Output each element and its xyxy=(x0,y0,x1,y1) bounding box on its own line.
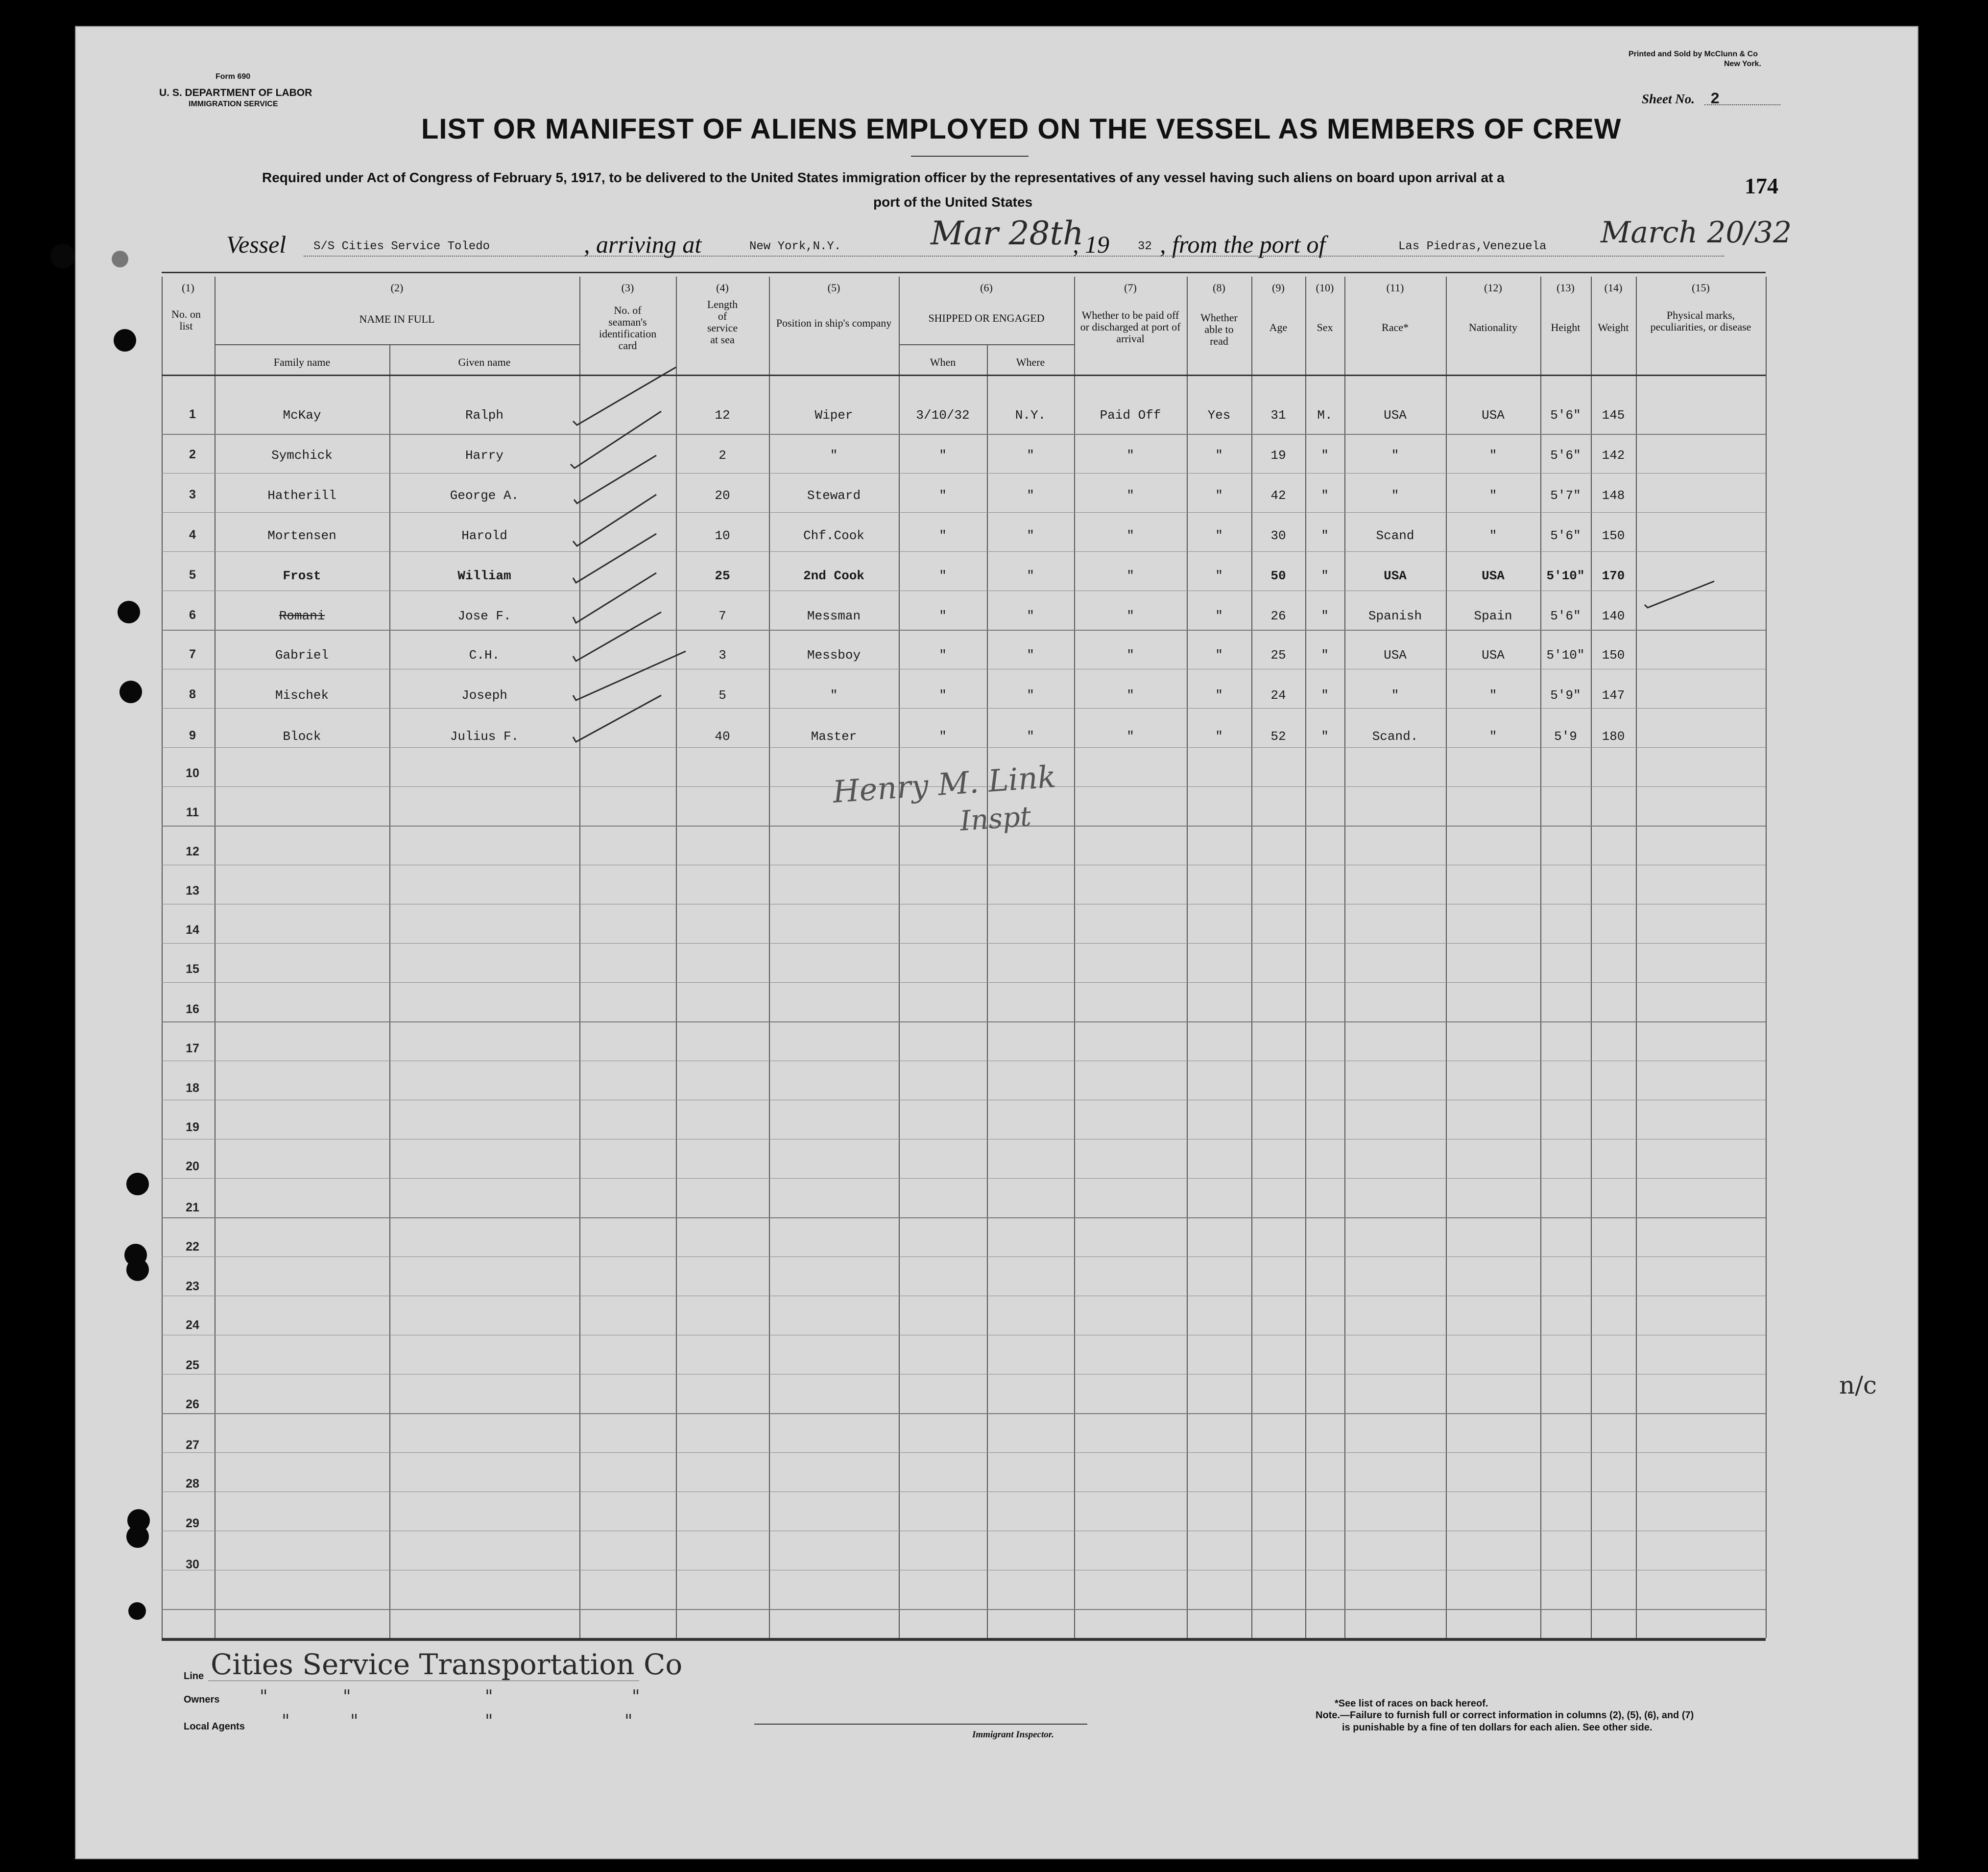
owners-ditto: " xyxy=(485,1687,493,1707)
age-cell: 25 xyxy=(1270,648,1286,663)
column-divider xyxy=(1251,277,1252,1638)
header-given-name: Given name xyxy=(458,356,511,368)
row-number: 21 xyxy=(186,1201,199,1214)
race-cell: Scand. xyxy=(1372,729,1418,744)
able-to-read-cell: " xyxy=(1215,488,1223,503)
family-name-cell: Romani xyxy=(279,609,325,623)
inspector-signature: Henry M. Link xyxy=(832,758,1057,810)
header-id-card: No. of seaman's identification card xyxy=(599,304,657,352)
height-cell: 5'9" xyxy=(1550,688,1581,703)
weight-cell: 147 xyxy=(1602,688,1625,703)
nationality-cell: " xyxy=(1489,488,1497,503)
column-divider xyxy=(1766,277,1767,1638)
vessel-label: Vessel xyxy=(226,231,287,258)
race-cell: " xyxy=(1391,448,1399,463)
row-number: 14 xyxy=(186,923,199,937)
shipped-where-cell: " xyxy=(1027,609,1034,623)
weight-cell: 170 xyxy=(1602,569,1625,583)
page-title: LIST OR MANIFEST OF ALIENS EMPLOYED ON THE VESSEL AS MEMBERS OF CREW xyxy=(421,113,1622,145)
row-number: 23 xyxy=(186,1280,199,1293)
agents-ditto: " xyxy=(282,1711,290,1731)
nationality-cell: " xyxy=(1489,448,1497,463)
margin-mark: n/c xyxy=(1839,1371,1877,1399)
agents-ditto: " xyxy=(485,1711,493,1731)
race-cell: Spanish xyxy=(1368,609,1422,623)
row-number: 24 xyxy=(186,1318,199,1332)
column-divider xyxy=(1187,277,1188,1638)
sex-cell: " xyxy=(1321,688,1329,703)
length-service-cell: 2 xyxy=(719,448,726,463)
family-name-cell: Hatherill xyxy=(267,488,336,503)
shipped-when-cell: " xyxy=(939,528,947,543)
position-cell: Messman xyxy=(807,609,861,623)
nationality-cell: USA xyxy=(1482,408,1505,423)
age-cell: 30 xyxy=(1270,528,1286,543)
header-subrule xyxy=(899,344,1074,345)
sheet-underline xyxy=(1704,104,1780,105)
nationality-cell: " xyxy=(1489,528,1497,543)
punch-hole xyxy=(118,601,140,623)
vessel-underline xyxy=(304,256,1724,257)
footer-rule xyxy=(162,1638,1766,1639)
row-divider xyxy=(162,1217,1766,1218)
row-divider xyxy=(162,747,1766,748)
height-cell: 5'6" xyxy=(1550,448,1581,463)
position-cell: Chf.Cook xyxy=(803,528,864,543)
printer-label: Printed and Sold by McClunn & Co xyxy=(1629,50,1758,58)
from-port-label: , from the port of xyxy=(1160,231,1326,258)
departure-date: March 20/32 xyxy=(1601,215,1792,250)
nationality-cell: Spain xyxy=(1474,609,1512,623)
able-to-read-cell: " xyxy=(1215,688,1223,703)
shipped-where-cell: " xyxy=(1027,648,1034,663)
service-label: IMMIGRATION SERVICE xyxy=(189,100,278,108)
age-cell: 19 xyxy=(1270,448,1286,463)
weight-cell: 142 xyxy=(1602,448,1625,463)
local-agents-label: Local Agents xyxy=(184,1721,245,1732)
column-number: (4) xyxy=(716,282,729,294)
row-number: 8 xyxy=(189,687,196,701)
column-divider xyxy=(1540,277,1541,1638)
family-name-cell: Mortensen xyxy=(267,528,336,543)
sex-cell: " xyxy=(1321,448,1329,463)
column-number: (9) xyxy=(1272,282,1285,294)
header-length-service: Length of service at sea xyxy=(707,298,738,346)
race-cell: " xyxy=(1391,688,1399,703)
sex-cell: " xyxy=(1321,569,1329,583)
row-number: 15 xyxy=(186,962,199,976)
vessel-name: S/S Cities Service Toledo xyxy=(313,240,490,253)
height-cell: 5'6" xyxy=(1550,408,1581,423)
family-name-cell: Symchick xyxy=(271,448,333,463)
length-service-cell: 10 xyxy=(715,528,730,543)
punch-hole xyxy=(50,244,75,268)
column-number: (3) xyxy=(621,282,634,294)
row-number: 3 xyxy=(189,488,196,501)
row-number: 30 xyxy=(186,1558,199,1571)
inspector-label: Immigrant Inspector. xyxy=(972,1730,1054,1740)
position-cell: " xyxy=(830,688,838,703)
line-label: Line xyxy=(184,1671,204,1682)
weight-cell: 148 xyxy=(1602,488,1625,503)
races-note: *See list of races on back hereof. xyxy=(1335,1698,1488,1709)
column-number: (6) xyxy=(980,282,993,294)
header-shipped-engaged: SHIPPED OR ENGAGED xyxy=(928,312,1045,324)
row-number: 22 xyxy=(186,1240,199,1254)
row-divider xyxy=(162,512,1766,513)
sex-cell: " xyxy=(1321,488,1329,503)
owners-ditto: " xyxy=(343,1687,351,1707)
column-number: (12) xyxy=(1484,282,1502,294)
punch-hole xyxy=(126,1525,149,1548)
length-service-cell: 3 xyxy=(719,648,726,663)
sex-cell: M. xyxy=(1317,408,1333,423)
shipped-where-cell: " xyxy=(1027,729,1034,744)
row-number: 19 xyxy=(186,1120,199,1134)
given-name-cell: C.H. xyxy=(469,648,500,663)
crew-table xyxy=(162,272,1766,1641)
row-number: 13 xyxy=(186,884,199,898)
subtitle-line1: Required under Act of Congress of February 5, 1917, to be delivered to the United States immigration officer by the representatives of any vessel having such aliens on board upon arrival at a xyxy=(262,170,1505,185)
nationality-cell: USA xyxy=(1482,569,1505,583)
departure-port: Las Piedras,Venezuela xyxy=(1398,240,1547,253)
paid-off-cell: " xyxy=(1126,488,1134,503)
header-paid-off: Whether to be paid off or discharged at port of arrival xyxy=(1080,309,1181,345)
column-number: (7) xyxy=(1124,282,1137,294)
paid-off-cell: " xyxy=(1126,569,1134,583)
shipped-when-cell: " xyxy=(939,448,947,463)
header-age: Age xyxy=(1269,321,1288,333)
punch-hole xyxy=(128,1602,146,1620)
row-number: 28 xyxy=(186,1477,199,1491)
row-divider xyxy=(162,943,1766,944)
height-cell: 5'9 xyxy=(1554,729,1577,744)
physical-marks-check xyxy=(1641,575,1719,615)
title-rule xyxy=(911,156,1029,157)
given-name-cell: Harold xyxy=(461,528,507,543)
row-divider xyxy=(162,434,1766,435)
row-divider xyxy=(162,1413,1766,1414)
race-cell: USA xyxy=(1384,408,1407,423)
age-cell: 31 xyxy=(1270,408,1286,423)
row-divider xyxy=(162,551,1766,552)
arrival-date: Mar 28th xyxy=(931,214,1084,252)
paid-off-cell: " xyxy=(1126,729,1134,744)
weight-cell: 150 xyxy=(1602,648,1625,663)
paid-off-cell: " xyxy=(1126,528,1134,543)
shipped-where-cell: " xyxy=(1027,569,1034,583)
sex-cell: " xyxy=(1321,528,1329,543)
column-number: (5) xyxy=(827,282,840,294)
column-divider xyxy=(162,277,163,1638)
height-cell: 5'7" xyxy=(1550,488,1581,503)
line-value: Cities Service Transportation Co xyxy=(211,1648,683,1681)
row-number: 18 xyxy=(186,1081,199,1095)
row-number: 29 xyxy=(186,1517,199,1530)
row-divider xyxy=(162,1452,1766,1453)
weight-cell: 180 xyxy=(1602,729,1625,744)
length-service-cell: 25 xyxy=(715,569,730,583)
punch-hole xyxy=(120,681,142,703)
form-number: Form 690 xyxy=(216,72,251,81)
age-cell: 24 xyxy=(1270,688,1286,703)
shipped-when-cell: " xyxy=(939,609,947,623)
weight-cell: 150 xyxy=(1602,528,1625,543)
header-physical-marks: Physical marks, peculiarities, or disease xyxy=(1650,309,1751,333)
given-name-cell: George A. xyxy=(450,488,519,503)
family-name-cell: Block xyxy=(283,729,321,744)
position-cell: Wiper xyxy=(814,408,853,423)
row-number: 2 xyxy=(189,448,196,461)
header-position: Position in ship's company xyxy=(776,317,892,329)
row-divider xyxy=(162,1178,1766,1179)
row-divider xyxy=(162,982,1766,983)
owners-ditto: " xyxy=(632,1687,640,1707)
punch-hole xyxy=(114,329,136,352)
sex-cell: " xyxy=(1321,609,1329,623)
position-cell: 2nd Cook xyxy=(803,569,864,583)
position-cell: Steward xyxy=(807,488,861,503)
column-number: (10) xyxy=(1316,282,1334,294)
age-cell: 42 xyxy=(1270,488,1286,503)
given-name-cell: Harry xyxy=(465,448,503,463)
sex-cell: " xyxy=(1321,648,1329,663)
agents-ditto: " xyxy=(624,1711,633,1731)
header-bottom-rule xyxy=(162,375,1766,376)
age-cell: 26 xyxy=(1270,609,1286,623)
height-cell: 5'10" xyxy=(1546,648,1585,663)
race-cell: USA xyxy=(1384,648,1407,663)
length-service-cell: 20 xyxy=(715,488,730,503)
position-cell: Master xyxy=(811,729,857,744)
length-service-cell: 40 xyxy=(715,729,730,744)
checkmarks xyxy=(563,353,710,754)
row-number: 16 xyxy=(186,1002,199,1016)
row-number: 25 xyxy=(186,1358,199,1372)
column-divider xyxy=(1344,277,1345,1638)
penalty-note-line2: is punishable by a fine of ten dollars for each alien. See other side. xyxy=(1342,1722,1653,1733)
header-no-on-list: No. on list xyxy=(171,308,201,332)
shipped-when-cell: " xyxy=(939,569,947,583)
header-race: Race* xyxy=(1382,321,1409,333)
shipped-where-cell: N.Y. xyxy=(1015,408,1046,423)
arriving-port: New York,N.Y. xyxy=(749,240,841,253)
row-divider xyxy=(162,708,1766,709)
family-name-cell: Mischek xyxy=(275,688,329,703)
department-label: U. S. DEPARTMENT OF LABOR xyxy=(159,87,312,98)
header-height: Height xyxy=(1551,321,1581,333)
row-number: 4 xyxy=(189,528,196,542)
row-number: 6 xyxy=(189,608,196,622)
header-nationality: Nationality xyxy=(1469,321,1517,333)
nationality-cell: USA xyxy=(1482,648,1505,663)
paid-off-cell: " xyxy=(1126,448,1134,463)
height-cell: 5'6" xyxy=(1550,528,1581,543)
penalty-note-line1: Note.—Failure to furnish full or correct information in columns (2), (5), (6), and (7) xyxy=(1316,1710,1694,1721)
length-service-cell: 5 xyxy=(719,688,726,703)
row-number: 7 xyxy=(189,647,196,661)
punch-hole xyxy=(126,1258,149,1281)
owners-ditto: " xyxy=(260,1687,268,1707)
able-to-read-cell: " xyxy=(1215,448,1223,463)
owners-label: Owners xyxy=(184,1694,220,1705)
age-cell: 50 xyxy=(1270,569,1286,583)
header-where: Where xyxy=(1016,356,1045,368)
given-name-cell: Joseph xyxy=(461,688,507,703)
column-number: (13) xyxy=(1557,282,1575,294)
able-to-read-cell: " xyxy=(1215,528,1223,543)
column-number: (1) xyxy=(182,282,194,294)
column-divider xyxy=(215,277,216,1638)
row-divider xyxy=(162,473,1766,474)
row-number: 9 xyxy=(189,729,196,742)
shipped-when-cell: " xyxy=(939,688,947,703)
punch-hole xyxy=(112,251,128,267)
header-able-to-read: Whether able to read xyxy=(1200,311,1238,347)
row-divider xyxy=(162,630,1766,631)
column-divider xyxy=(899,277,900,1638)
row-number: 11 xyxy=(186,806,199,819)
given-name-cell: Ralph xyxy=(465,408,503,423)
shipped-where-cell: " xyxy=(1027,488,1034,503)
header-sex: Sex xyxy=(1317,321,1333,333)
header-when: When xyxy=(930,356,956,368)
header-name-in-full: NAME IN FULL xyxy=(359,313,435,325)
year-value: 32 xyxy=(1138,240,1152,253)
row-number: 5 xyxy=(189,568,196,582)
height-cell: 5'10" xyxy=(1546,569,1585,583)
sheet-number: 2 xyxy=(1710,90,1720,108)
row-divider xyxy=(162,1609,1766,1610)
row-number: 12 xyxy=(186,845,199,858)
age-cell: 52 xyxy=(1270,729,1286,744)
sheet-label: Sheet No. xyxy=(1642,92,1695,106)
able-to-read-cell: " xyxy=(1215,569,1223,583)
shipped-when-cell: " xyxy=(939,488,947,503)
column-number: (14) xyxy=(1604,282,1623,294)
race-cell: USA xyxy=(1384,569,1407,583)
given-name-cell: Julius F. xyxy=(450,729,519,744)
arriving-label: , arriving at xyxy=(584,231,702,258)
row-number: 27 xyxy=(186,1438,199,1452)
weight-cell: 140 xyxy=(1602,609,1625,623)
shipped-when-cell: " xyxy=(939,729,947,744)
inspector-line xyxy=(754,1724,1087,1725)
column-number: (2) xyxy=(390,282,404,294)
able-to-read-cell: " xyxy=(1215,648,1223,663)
position-cell: Messboy xyxy=(807,648,861,663)
able-to-read-cell: " xyxy=(1215,609,1223,623)
paid-off-cell: Paid Off xyxy=(1100,408,1161,423)
given-name-cell: Jose F. xyxy=(457,609,511,623)
header-weight: Weight xyxy=(1598,321,1629,333)
column-divider xyxy=(1591,277,1592,1638)
agents-ditto: " xyxy=(350,1711,359,1731)
row-number: 26 xyxy=(186,1398,199,1411)
printer-city: New York. xyxy=(1724,60,1761,68)
row-number: 1 xyxy=(189,407,196,421)
paid-off-cell: " xyxy=(1126,688,1134,703)
row-divider xyxy=(162,1256,1766,1257)
year-prefix: , 19 xyxy=(1073,231,1109,258)
family-name-cell: Gabriel xyxy=(275,648,329,663)
paid-off-cell: " xyxy=(1126,648,1134,663)
page-stamp-number: 174 xyxy=(1745,173,1778,198)
inspector-title: Inspt xyxy=(958,801,1032,837)
weight-cell: 145 xyxy=(1602,408,1625,423)
header-subrule xyxy=(215,344,579,345)
nationality-cell: " xyxy=(1489,688,1497,703)
paid-off-cell: " xyxy=(1126,609,1134,623)
family-name-cell: McKay xyxy=(283,408,321,423)
column-divider xyxy=(769,277,770,1638)
able-to-read-cell: " xyxy=(1215,729,1223,744)
column-number: (8) xyxy=(1213,282,1225,294)
race-cell: Scand xyxy=(1376,528,1414,543)
row-number: 17 xyxy=(186,1042,199,1055)
column-number: (11) xyxy=(1386,282,1404,294)
shipped-when-cell: " xyxy=(939,648,947,663)
column-number: (15) xyxy=(1692,282,1710,294)
column-divider xyxy=(1446,277,1447,1638)
subtitle-line2: port of the United States xyxy=(873,194,1033,210)
row-number: 20 xyxy=(186,1160,199,1173)
column-divider xyxy=(1636,277,1637,1638)
shipped-where-cell: " xyxy=(1027,528,1034,543)
nationality-cell: " xyxy=(1489,729,1497,744)
column-divider xyxy=(1305,277,1306,1638)
able-to-read-cell: Yes xyxy=(1207,408,1231,423)
shipped-where-cell: " xyxy=(1027,688,1034,703)
height-cell: 5'6" xyxy=(1550,609,1581,623)
given-name-cell: William xyxy=(457,569,511,583)
column-divider xyxy=(1074,277,1075,1638)
position-cell: " xyxy=(830,448,838,463)
length-service-cell: 7 xyxy=(719,609,726,623)
shipped-where-cell: " xyxy=(1027,448,1034,463)
sex-cell: " xyxy=(1321,729,1329,744)
shipped-when-cell: 3/10/32 xyxy=(916,408,970,423)
family-name-cell: Frost xyxy=(283,569,321,583)
punch-hole xyxy=(126,1173,149,1195)
length-service-cell: 12 xyxy=(715,408,730,423)
row-divider xyxy=(162,1021,1766,1022)
race-cell: " xyxy=(1391,488,1399,503)
header-family-name: Family name xyxy=(273,356,331,368)
row-number: 10 xyxy=(186,766,199,780)
